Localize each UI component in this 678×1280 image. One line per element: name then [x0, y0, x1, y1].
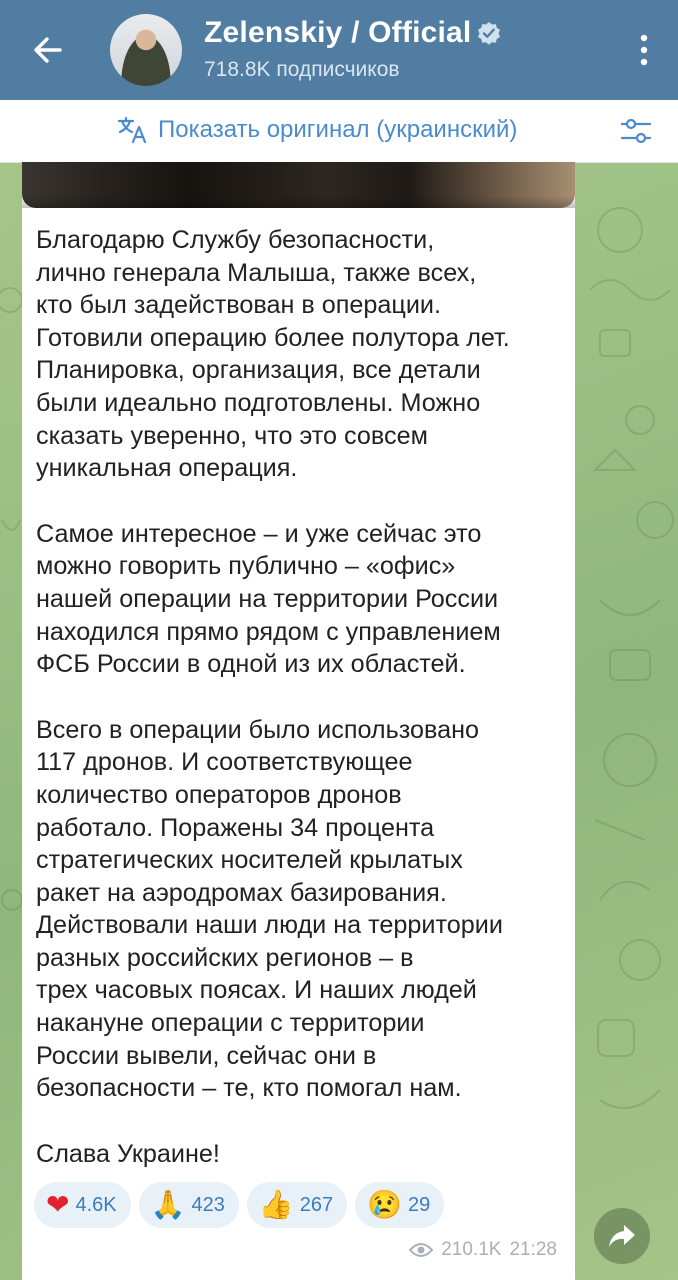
text-line: Слава Украине! — [36, 1139, 220, 1168]
share-button[interactable] — [594, 1208, 650, 1264]
text-line: работало. Поражены 34 процента — [36, 813, 435, 842]
message-meta — [409, 1239, 557, 1261]
view-count: 210.1K — [441, 1239, 502, 1260]
message-photo[interactable] — [22, 162, 575, 208]
text-line: стратегических носителей крылатых — [36, 846, 463, 875]
message-paragraph — [36, 714, 566, 1105]
more-vertical-icon[interactable] — [634, 32, 654, 68]
translation-bar — [0, 100, 678, 163]
reaction-crying[interactable] — [355, 1182, 444, 1228]
message-text — [36, 224, 566, 1203]
text-line: находился прямо рядом с управлением — [36, 617, 501, 646]
message-bubble[interactable] — [22, 162, 575, 1280]
verified-badge-icon — [477, 21, 501, 45]
crying-face-icon: 😢 — [367, 1189, 402, 1220]
channel-title[interactable] — [204, 16, 501, 50]
share-arrow-icon — [608, 1223, 636, 1249]
text-line: трех часовых поясах. И наших людей — [36, 976, 477, 1005]
text-line: Действовали наши люди на территории — [36, 911, 503, 940]
text-line: 117 дронов. И соответствующее — [36, 748, 413, 777]
text-line: безопасности – те, кто помогал нам. — [36, 1074, 462, 1103]
subscriber-count: 718.8K подписчиков — [204, 58, 400, 81]
reaction-count: 4.6K — [75, 1193, 117, 1216]
sliders-icon[interactable] — [620, 117, 652, 145]
reaction-heart[interactable] — [34, 1182, 131, 1228]
text-line: Планировка, организация, все детали — [36, 356, 481, 385]
text-line: разных российских регионов – в — [36, 943, 414, 972]
text-line: лично генерала Малыша, также всех, — [36, 258, 477, 287]
text-line: ФСБ России в одной из их областей. — [36, 650, 466, 679]
text-line: накануне операции с территории — [36, 1009, 425, 1038]
arrow-left-icon[interactable] — [28, 30, 68, 70]
reaction-count: 423 — [191, 1193, 225, 1216]
text-line: России вывели, сейчас они в — [36, 1041, 377, 1070]
text-line: кто был задействован в операции. — [36, 291, 441, 320]
praying-hands-icon: 🙏 — [150, 1189, 186, 1220]
heart-icon: ❤ — [46, 1189, 70, 1220]
message-time: 21:28 — [509, 1239, 557, 1260]
text-line: Самое интересное – и уже сейчас это — [36, 519, 482, 548]
text-line: количество операторов дронов — [36, 780, 402, 809]
text-line: можно говорить публично – «офис» — [36, 552, 456, 581]
channel-avatar[interactable] — [110, 14, 182, 86]
text-line: Всего в операции было использовано — [36, 715, 480, 744]
channel-name: Zelenskiy / Official — [204, 16, 472, 49]
thumbs-up-icon: 👍 — [258, 1189, 294, 1220]
text-line: ракет на аэродромах базирования. — [36, 878, 447, 907]
message-paragraph — [36, 518, 566, 681]
text-line: сказать уверенно, что это совсем — [36, 421, 428, 450]
message-paragraph — [36, 1138, 566, 1171]
message-paragraph — [36, 224, 566, 485]
reactions-row — [34, 1182, 444, 1228]
text-line: Благодарю Службу безопасности, — [36, 226, 435, 254]
text-line: были идеально подготовлены. Можно — [36, 388, 481, 417]
reaction-count: 267 — [299, 1193, 334, 1216]
text-line: нашей операции на территории России — [36, 584, 499, 613]
show-original-button[interactable] — [116, 114, 517, 146]
channel-header — [0, 0, 678, 100]
text-line: уникальная операция. — [36, 454, 298, 483]
reaction-count: 29 — [408, 1193, 431, 1216]
show-original-label: Показать оригинал (украинский) — [158, 116, 518, 143]
text-line: Готовили операцию более полутора лет. — [36, 323, 510, 352]
reaction-thumbs-up[interactable] — [247, 1182, 347, 1228]
eye-icon — [409, 1242, 433, 1258]
translate-icon — [116, 114, 150, 146]
reaction-pray[interactable] — [139, 1182, 239, 1228]
